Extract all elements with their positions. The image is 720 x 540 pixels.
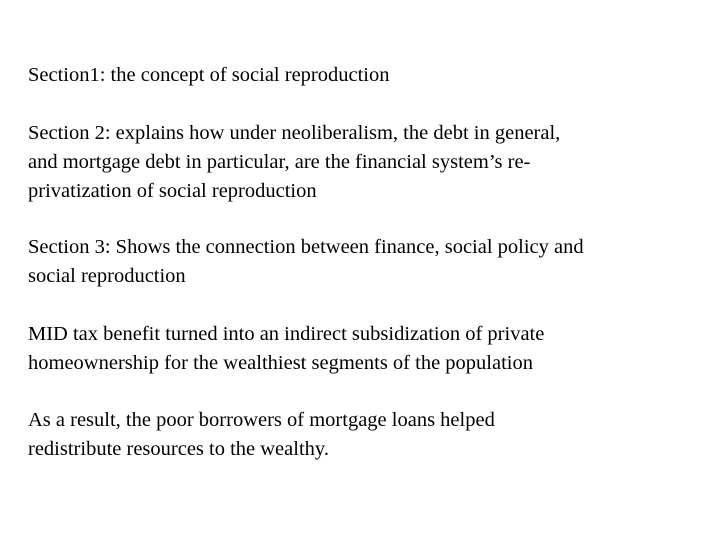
mid-tax-benefit-text: MID tax benefit turned into an indirect subsidization of private homeownership for the wealthiest segments of the population [28,323,545,374]
section-3-text: Section 3: Shows the connection between finance, social policy and social reproduction [28,236,584,287]
result-text: As a result, the poor borrowers of mortgage loans helped redistribute resources to the wealthy. [28,409,495,460]
section-2-text: Section 2: explains how under neoliberalism, the debt in general, and mortgage debt in particular, are the financial system’s re- privatization of social reproduction [28,122,561,202]
section-1-text: Section1: the concept of social reproduction [28,64,390,86]
